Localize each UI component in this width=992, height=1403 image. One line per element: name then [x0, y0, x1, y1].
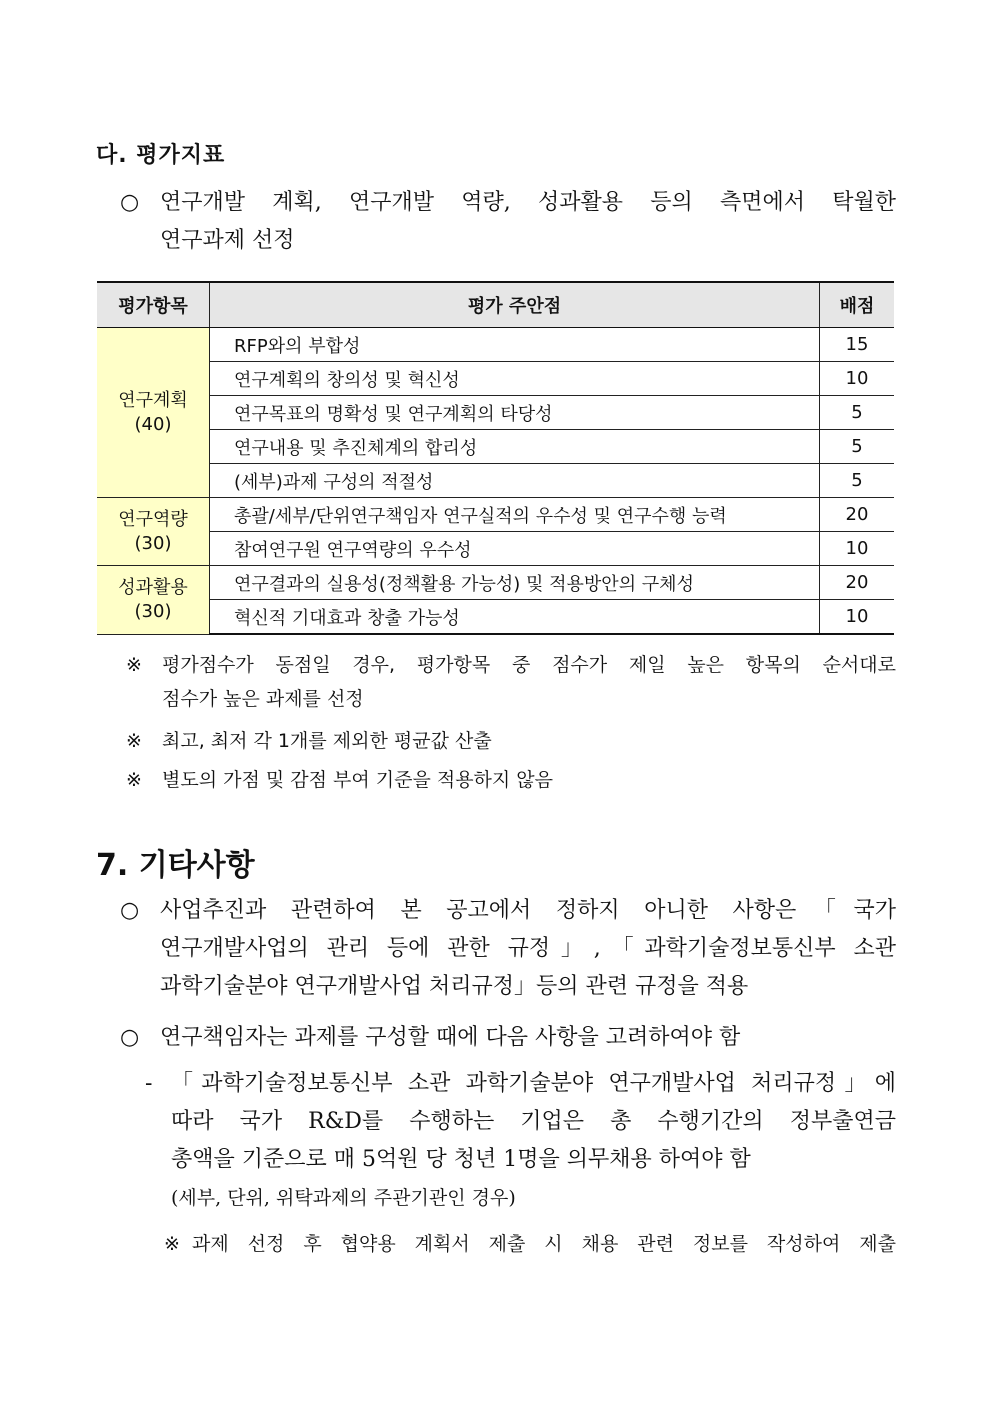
criterion-cell: 연구목표의 명확성 및 연구계획의 타당성 — [210, 396, 820, 430]
note-line: 별도의 가점 및 감점 부여 기준을 적용하지 않음 — [162, 769, 554, 791]
bullet-line: 과학기술분야 연구개발사업 처리규정」등의 관련 규정을 적용 — [160, 974, 749, 999]
note-tiebreak — [126, 648, 896, 716]
hiring-subitem — [145, 1065, 896, 1217]
score-cell: 5 — [820, 396, 895, 430]
intro-line: 연구과제 선정 — [160, 228, 295, 253]
category-points: (30) — [134, 600, 172, 622]
score-cell: 10 — [820, 532, 895, 566]
table-row — [97, 396, 894, 430]
category-cell — [97, 566, 210, 635]
header-criterion: 평가 주안점 — [210, 282, 820, 328]
criterion-cell: 혁신적 기대효과 창출 가능성 — [210, 600, 820, 635]
bullet-line: 연구개발사업의 관리 등에 관한 규정」,「과학기술정보통신부 소관 — [160, 936, 896, 961]
category-name: 성과활용 — [118, 576, 188, 598]
bullet-mark: ○ — [120, 1025, 140, 1050]
score-cell: 15 — [820, 328, 895, 362]
table-row — [97, 464, 894, 498]
section-heading: 다. 평가지표 — [96, 143, 226, 168]
table-row — [97, 566, 894, 600]
intro-bullet — [120, 184, 896, 260]
criterion-cell: 연구결과의 실용성(정책활용 가능성) 및 적용방안의 구체성 — [210, 566, 820, 600]
category-name: 연구역량 — [118, 508, 188, 530]
table-row — [97, 328, 894, 362]
final-note — [164, 1227, 896, 1261]
criterion-cell: 총괄/세부/단위연구책임자 연구실적의 우수성 및 연구수행 능력 — [210, 498, 820, 532]
header-score: 배점 — [820, 282, 895, 328]
criterion-cell: 연구내용 및 추진체계의 합리성 — [210, 430, 820, 464]
intro-line: 연구개발 계획, 연구개발 역량, 성과활용 등의 측면에서 탁월한 — [160, 190, 896, 215]
table-row — [97, 532, 894, 566]
bullet-line: 사업추진과 관련하여 본 공고에서 정하지 아니한 사항은「국가 — [160, 898, 896, 923]
table-row — [97, 430, 894, 464]
criterion-cell: 연구계획의 창의성 및 혁신성 — [210, 362, 820, 396]
subitem-line: 총액을 기준으로 매 5억원 당 청년 1명을 의무채용 하여야 함 — [171, 1147, 751, 1172]
category-points: (40) — [134, 413, 172, 435]
score-cell: 10 — [820, 600, 895, 635]
subitem-paren: (세부, 단위, 위탁과제의 주관기관인 경우) — [171, 1187, 516, 1209]
category-cell — [97, 328, 210, 498]
composition-bullet — [120, 1019, 896, 1057]
category-cell — [97, 498, 210, 566]
final-note-text: 과제 선정 후 협약용 계획서 제출 시 채용 관련 정보를 작성하여 제출 — [192, 1233, 896, 1255]
note-mark: ※ — [126, 730, 142, 752]
note-line: 점수가 높은 과제를 선정 — [162, 688, 364, 710]
note-average — [126, 724, 896, 758]
header-category: 평가항목 — [97, 282, 210, 328]
score-cell: 5 — [820, 464, 895, 498]
table-row — [97, 600, 894, 635]
score-cell: 20 — [820, 566, 895, 600]
note-line: 최고, 최저 각 1개를 제외한 평균값 산출 — [162, 730, 492, 752]
note-mark: ※ — [164, 1233, 180, 1255]
criterion-cell: RFP와의 부합성 — [210, 328, 820, 362]
table-row — [97, 362, 894, 396]
dash-mark: - — [145, 1071, 153, 1096]
note-line: 평가점수가 동점일 경우, 평가항목 중 점수가 제일 높은 항목의 순서대로 — [162, 654, 896, 676]
category-name: 연구계획 — [118, 389, 188, 411]
criterion-cell: 참여연구원 연구역량의 우수성 — [210, 532, 820, 566]
score-cell: 10 — [820, 362, 895, 396]
regulation-bullet — [120, 892, 896, 1006]
bullet-line: 연구책임자는 과제를 구성할 때에 다음 사항을 고려하여야 함 — [160, 1025, 741, 1050]
note-mark: ※ — [126, 769, 142, 791]
note-bonus — [126, 763, 896, 797]
table-row — [97, 498, 894, 532]
note-mark: ※ — [126, 654, 142, 676]
score-cell: 20 — [820, 498, 895, 532]
subitem-line: 「과학기술정보통신부 소관 과학기술분야 연구개발사업 처리규정」에 — [171, 1071, 896, 1096]
chapter-title: 7. 기타사항 — [96, 848, 255, 883]
score-cell: 5 — [820, 430, 895, 464]
category-points: (30) — [134, 532, 172, 554]
evaluation-table — [97, 281, 894, 635]
criterion-cell: (세부)과제 구성의 적절성 — [210, 464, 820, 498]
subitem-line: 따라 국가 R&D를 수행하는 기업은 총 수행기간의 정부출연금 — [171, 1109, 896, 1134]
bullet-mark: ○ — [120, 898, 140, 923]
bullet-mark: ○ — [120, 190, 140, 215]
